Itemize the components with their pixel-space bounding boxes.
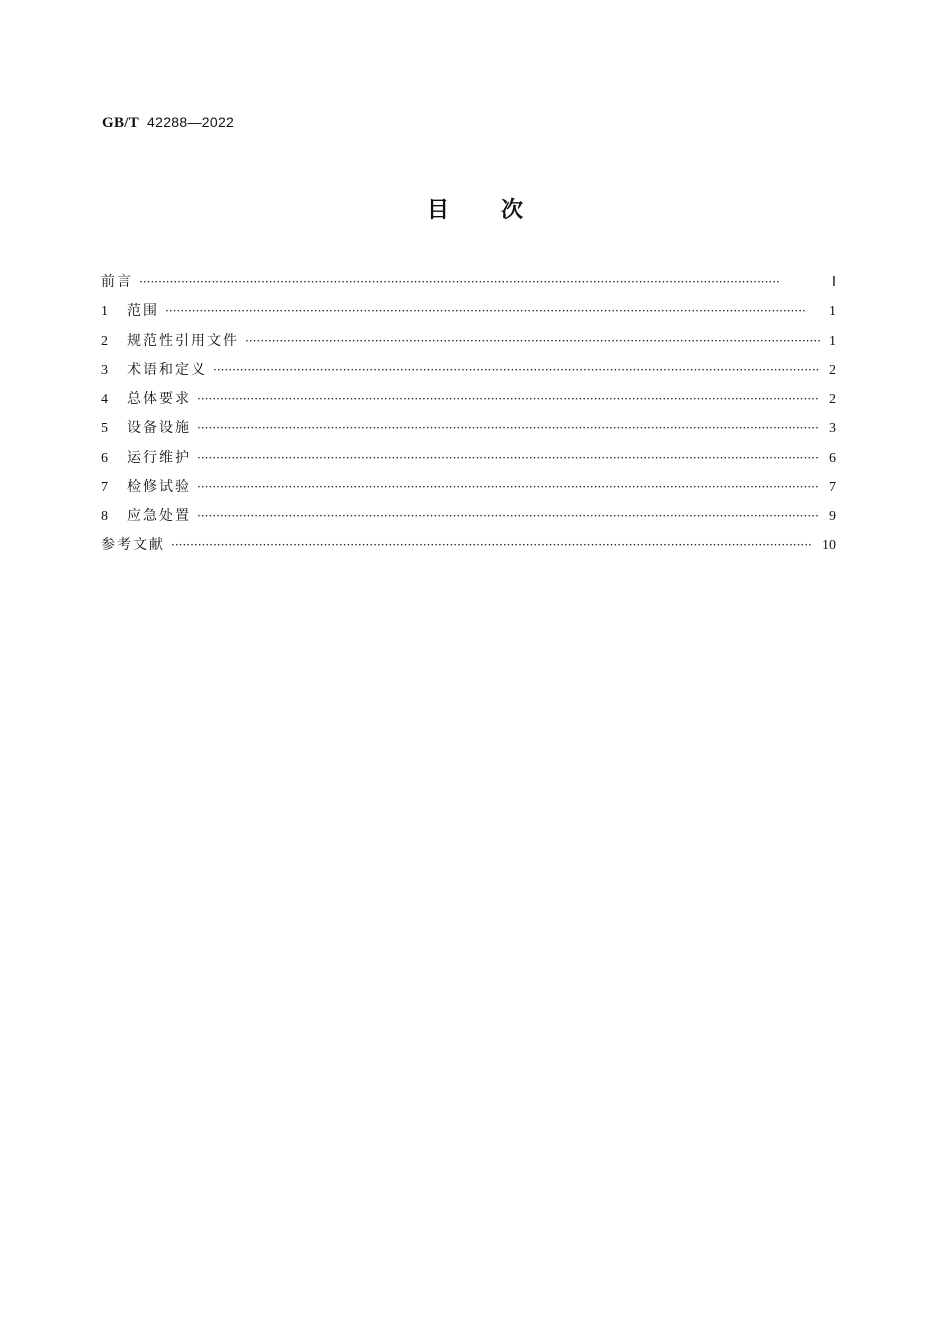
toc-entry-number: 6 (101, 450, 108, 466)
toc-entry-page: 10 (822, 538, 836, 554)
toc-entry-equipment[interactable] (101, 417, 836, 446)
toc-entry-title: 总体要求 (127, 391, 191, 407)
toc-leader-dots (245, 334, 820, 348)
toc-entry-number: 2 (101, 333, 108, 349)
table-of-contents (101, 271, 836, 564)
toc-leader-dots (165, 304, 820, 318)
toc-entry-title: 术语和定义 (127, 361, 207, 378)
toc-entry-title: 检修试验 (127, 478, 191, 495)
toc-entry-page: 1 (829, 333, 836, 349)
toc-entry-page: 3 (829, 421, 836, 437)
standard-prefix: GB/T (102, 115, 140, 131)
toc-leader-dots (171, 538, 816, 552)
title-char-2: 次 (501, 198, 524, 223)
toc-entry-foreword[interactable] (101, 271, 836, 300)
title-char-1: 目 (426, 198, 449, 223)
toc-leader-dots (213, 363, 820, 377)
toc-entry-title: 设备设施 (127, 420, 191, 437)
toc-leader-dots (139, 275, 820, 289)
standard-number: 42288—2022 (147, 114, 235, 130)
toc-entry-bibliography[interactable] (101, 534, 836, 563)
toc-leader-dots (197, 509, 820, 523)
toc-entry-number: 5 (101, 421, 108, 437)
toc-entry-scope[interactable] (101, 300, 836, 329)
toc-entry-title: 应急处置 (127, 508, 191, 524)
standard-code (102, 114, 234, 132)
toc-entry-number: 3 (101, 362, 108, 378)
toc-entry-page: 9 (829, 509, 836, 524)
toc-entry-page: 7 (829, 479, 836, 495)
toc-entry-emergency-response[interactable] (101, 505, 836, 534)
toc-entry-number: 4 (101, 392, 108, 407)
toc-leader-dots (197, 480, 820, 494)
toc-entry-number: 1 (101, 304, 108, 320)
toc-entry-number: 7 (101, 479, 108, 495)
toc-entry-page: 6 (829, 450, 836, 466)
toc-leader-dots (197, 392, 820, 406)
toc-entry-normative-references[interactable] (101, 330, 836, 359)
toc-leader-dots (197, 421, 820, 435)
toc-entry-page: Ⅰ (831, 275, 836, 290)
toc-entry-title: 前言 (101, 274, 133, 290)
toc-entry-inspection-testing[interactable] (101, 476, 836, 505)
toc-leader-dots (197, 451, 820, 465)
toc-entry-title: 规范性引用文件 (127, 332, 239, 349)
toc-entry-terms-definitions[interactable] (101, 359, 836, 388)
toc-entry-page: 1 (829, 304, 836, 320)
toc-entry-number: 8 (101, 509, 108, 524)
toc-entry-general-requirements[interactable] (101, 388, 836, 417)
page-title (0, 196, 950, 226)
toc-entry-operation-maintenance[interactable] (101, 447, 836, 476)
toc-entry-page: 2 (829, 392, 836, 407)
toc-entry-page: 2 (829, 362, 836, 378)
toc-entry-title: 参考文献 (101, 537, 165, 554)
toc-entry-title: 范围 (127, 303, 159, 320)
toc-entry-title: 运行维护 (127, 449, 191, 466)
